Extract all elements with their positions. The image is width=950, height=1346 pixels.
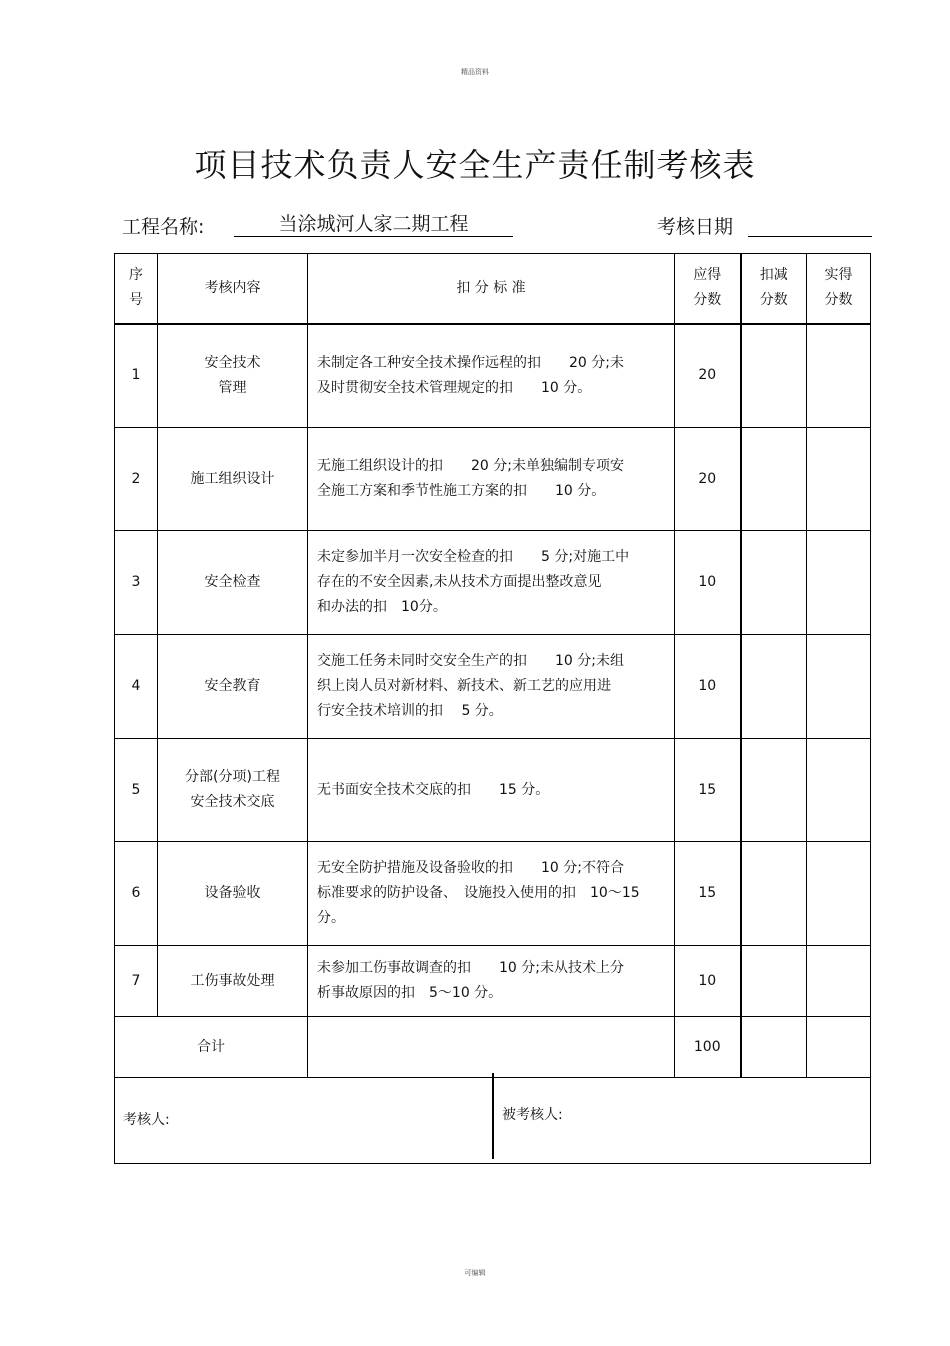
row-no: 5 <box>115 739 158 842</box>
row-score: 10 <box>675 531 741 635</box>
assessment-table <box>114 253 871 1164</box>
row-actual[interactable] <box>807 739 871 842</box>
row-item: 分部(分项)工程 安全技术交底 <box>158 739 308 842</box>
row-no: 7 <box>115 946 158 1017</box>
row-item: 安全检查 <box>158 531 308 635</box>
row-no: 4 <box>115 635 158 739</box>
col-header-actual: 实得 分数 <box>807 254 871 324</box>
row-score: 20 <box>675 428 741 531</box>
row-deduct[interactable] <box>741 635 807 739</box>
row-deduct[interactable] <box>741 739 807 842</box>
page-title: 项目技术负责人安全生产责任制考核表 <box>194 146 756 184</box>
row-actual[interactable] <box>807 531 871 635</box>
exam-date-label: 考核日期 <box>657 216 734 238</box>
total-standard-empty <box>308 1017 675 1078</box>
row-item: 设备验收 <box>158 842 308 946</box>
col-header-standard: 扣 分 标 准 <box>308 254 675 324</box>
table-row <box>115 739 871 842</box>
examiner-signature[interactable] <box>115 1078 871 1164</box>
row-no: 3 <box>115 531 158 635</box>
row-no: 1 <box>115 324 158 428</box>
row-standard: 无安全防护措施及设备验收的扣 10 分;不符合 标准要求的防护设备、 设施投入使用的扣 10～15 分。 <box>308 842 675 946</box>
total-row <box>115 1017 871 1078</box>
row-deduct[interactable] <box>741 842 807 946</box>
table-row <box>115 531 871 635</box>
row-standard: 无书面安全技术交底的扣 15 分。 <box>308 739 675 842</box>
col-header-item: 考核内容 <box>158 254 308 324</box>
total-deduct[interactable] <box>741 1017 807 1078</box>
table-row <box>115 635 871 739</box>
row-item: 施工组织设计 <box>158 428 308 531</box>
row-no: 6 <box>115 842 158 946</box>
row-score: 10 <box>675 635 741 739</box>
row-standard: 无施工组织设计的扣 20 分;未单独编制专项安 全施工方案和季节性施工方案的扣 10 分。 <box>308 428 675 531</box>
row-deduct[interactable] <box>741 428 807 531</box>
row-no: 2 <box>115 428 158 531</box>
row-item: 工伤事故处理 <box>158 946 308 1017</box>
row-score: 10 <box>675 946 741 1017</box>
table-row <box>115 428 871 531</box>
col-header-no: 序 号 <box>115 254 158 324</box>
row-score: 15 <box>675 739 741 842</box>
examinee-label: 被考核人: <box>502 1107 563 1123</box>
row-deduct[interactable] <box>741 324 807 428</box>
row-actual[interactable] <box>807 324 871 428</box>
row-score: 20 <box>675 324 741 428</box>
table-row <box>115 842 871 946</box>
row-score: 15 <box>675 842 741 946</box>
project-name-value: 当涂城河人家二期工程 <box>234 210 513 237</box>
row-item: 安全教育 <box>158 635 308 739</box>
header-note: 精品资料 <box>461 68 489 76</box>
total-actual[interactable] <box>807 1017 871 1078</box>
row-actual[interactable] <box>807 428 871 531</box>
row-actual[interactable] <box>807 946 871 1017</box>
total-label: 合计 <box>115 1017 308 1078</box>
row-actual[interactable] <box>807 842 871 946</box>
row-deduct[interactable] <box>741 946 807 1017</box>
table-row <box>115 946 871 1017</box>
total-score: 100 <box>675 1017 741 1078</box>
row-standard: 交施工任务未同时交安全生产的扣 10 分;未组 织上岗人员对新材料、新技术、新工艺的应用进 行安全技术培训的扣 5 分。 <box>308 635 675 739</box>
footer-note: 可编辑 <box>464 1269 486 1277</box>
exam-date-line <box>748 210 872 237</box>
header-row <box>115 254 871 324</box>
col-header-deduct: 扣减 分数 <box>741 254 807 324</box>
project-name-label: 工程名称: <box>122 216 205 238</box>
row-actual[interactable] <box>807 635 871 739</box>
row-standard: 未定参加半月一次安全检查的扣 5 分;对施工中 存在的不安全因素,未从技术方面提出整改意见 和办法的扣 10分。 <box>308 531 675 635</box>
examiner-label: 考核人: <box>123 1112 170 1128</box>
signature-row <box>115 1078 871 1164</box>
row-standard: 未制定各工种安全技术操作远程的扣 20 分;未 及时贯彻安全技术管理规定的扣 10 分。 <box>308 324 675 428</box>
row-item: 安全技术 管理 <box>158 324 308 428</box>
row-standard: 未参加工伤事故调查的扣 10 分;未从技术上分 析事故原因的扣 5～10 分。 <box>308 946 675 1017</box>
col-header-score: 应得 分数 <box>675 254 741 324</box>
row-deduct[interactable] <box>741 531 807 635</box>
table-row <box>115 324 871 428</box>
